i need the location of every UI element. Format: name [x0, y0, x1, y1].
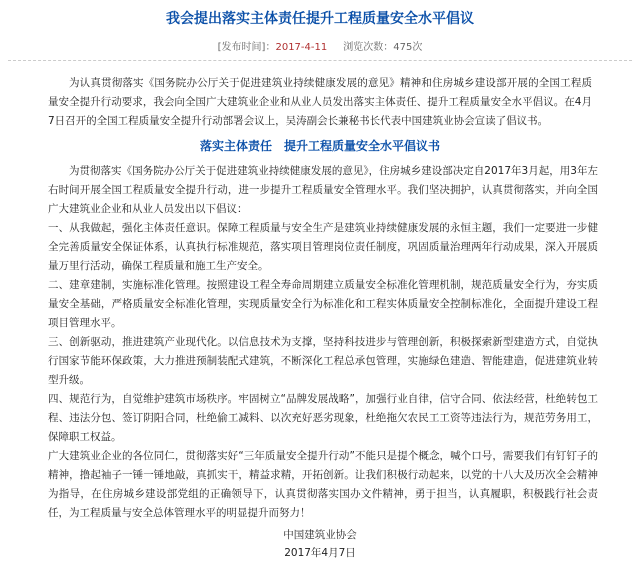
body-paragraph: 四、规范行为，自觉维护建筑市场秩序。牢固树立“品牌发展战略”，加强行业自律，信守合同、依法经营，杜绝转包工程、违法分包、签订阴阳合同，杜绝偷工减料、以次充好恶劣现象，杜绝拖欠农民工工资等违法行为，规范劳务用工，保障职工权益。 [48, 393, 598, 443]
article-meta [0, 42, 640, 54]
published-label: [发布时间]： [217, 42, 276, 53]
body-paragraph: 二、建章建制，实施标准化管理。按照建设工程全寿命周期建立质量安全标准化管理机制，规范质量安全行为，夯实质量安全基础，严格质量安全标准化管理，实现质量安全行为标准化和工程实体质量安全控制标准化，全面提升建设工程项目管理水平。 [48, 279, 598, 329]
signature-date: 2017年4月7日 [284, 547, 356, 559]
body-paragraph: 一、从我做起，强化主体责任意识。保障工程质量与安全生产是建筑业持续健康发展的永恒主题，我们一定要进一步健全完善质量安全保证体系，认真执行标准规范，落实项目管理岗位责任制度，巩固质量治理两年行动成果，深入开展质量万里行活动，确保工程质量和施工生产安全。 [48, 222, 598, 272]
views-label: 浏览次数： [343, 42, 394, 53]
body-paragraph: 广大建筑业企业的各位同仁，贯彻落实好“三年质量安全提升行动”不能只是提个概念，喊个口号，需要我们有钉钉子的精神，撸起袖子一锤一锤地敲，真抓实干，精益求精，开拓创新。让我们积极行动起来，以党的十八大及历次全会精神为指导，在住房城乡建设部党组的正确领导下，认真贯彻落实国办文件精神，勇于担当，认真履职，积极践行社会责任，为工程质量与安全总体管理水平的明显提升而努力！ [48, 450, 598, 519]
proposal-body [48, 162, 598, 523]
signature-organization: 中国建筑业协会 [283, 529, 357, 541]
published-date: 2017-4-11 [275, 42, 328, 53]
header-divider [8, 60, 632, 61]
proposal-subtitle: 落实主体责任 提升工程质量安全水平倡议书 [199, 139, 440, 153]
views-unit: 次 [412, 42, 423, 53]
body-paragraph: 三、创新驱动，推进建筑产业现代化。以信息技术为支撑，坚持科技进步与管理创新，积极探索新型建造方式，自觉执行国家节能环保政策，大力推进预制装配式建筑，不断深化工程总承包管理，实施绿色建造、智能建造，促进建筑业转型升级。 [48, 336, 598, 386]
views-count: 475 [393, 42, 413, 53]
body-paragraph: 为贯彻落实《国务院办公厅关于促进建筑业持续健康发展的意见》，住房城乡建设部决定自2017年3月起，用3年左右时间开展全国工程质量安全提升行动，进一步提升工程质量安全管理水平。我们坚决拥护，认真贯彻落实，并向全国广大建筑业企业和从业人员发出以下倡议： [48, 165, 598, 215]
article-title: 我会提出落实主体责任提升工程质量安全水平倡议 [166, 11, 474, 27]
intro-paragraph: 为认真贯彻落实《国务院办公厅关于促进建筑业持续健康发展的意见》精神和住房城乡建设部开展的全国工程质量安全提升行动要求，我会向全国广大建筑业企业和从业人员发出落实主体责任、提升工程质量安全水平倡议。在4月7日召开的全国工程质量安全提升行动部署会议上，吴涛副会长兼秘书长代表中国建筑业协会宣读了倡议书。 [48, 77, 592, 127]
